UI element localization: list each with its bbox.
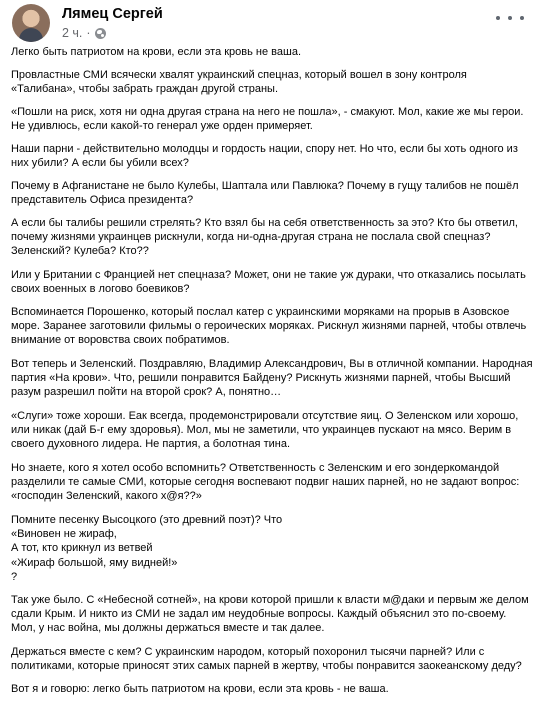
more-options-button[interactable] [496,8,524,28]
post-header [12,4,532,42]
post-paragraph: «Пошли на риск, хотя ни одна другая страна на него не пошла», - смакуют. Мол, какие же мы герои. Не удивлюсь, если какой-то генерал уже орден примеряет. [11,106,524,133]
post-paragraph: «Слуги» тоже хороши. Еак всегда, продемонстрировали отсутствие яиц. О Зеленском или хорошо, или никак (дай Б-г ему здоровья). Мол, мы не заметили, что украинцев пускают на мясо. Верим в своего духовного лидера. Не партия, а болотная тина. [11,410,519,451]
meta-separator: · [86,26,91,40]
more-dots-icon [496,16,500,20]
author-name[interactable]: Лямец Сергей [62,6,163,22]
post-paragraph: Наши парни - действительно молодцы и гордость нации, спору нет. Но что, если бы хоть одного из них убили? А если бы убили всех? [11,143,518,170]
post-paragraph: Вот теперь и Зеленский. Поздравляю, Владимир Александрович, Вы в отличной компании. Народная партия «На крови». Что, решили понравится Байдену? Рискнуть жизнями парней, чтобы Высший разум разрешил пойти на второй срок? А, понятно… [11,358,533,399]
avatar[interactable] [12,4,50,42]
post-paragraph: Вот я и говорю: легко быть патриотом на крови, если эта кровь - не ваша. [11,683,389,695]
more-dots-icon [520,16,524,20]
post-paragraph: Помните песенку Высоцкого (это древний поэт)? Что «Виновен не жираф, А тот, кто крикнул из ветвей «Жираф большой, яму видней!» ? [11,514,283,583]
post-time[interactable]: 2 ч. [62,26,83,40]
post-paragraph: Провластные СМИ всячески хвалят украинский спецназ, который вошел в зону контроля «Талибана», чтобы забрать граждан другой страны. [11,69,467,96]
post-paragraph: Так уже было. С «Небесной сотней», на крови которой пришли к власти м@даки и первым же делом сдали Крым. И никто из СМИ не задал им неудобные вопросы. Каждый объяснил это по-своему. Мол, у нас война, мы должны держаться вместе и так далее. [11,594,529,635]
post-paragraph: Почему в Афганистане не было Кулебы, Шаптала или Павлюка? Почему в гущу талибов не пошёл представитель Офиса президента? [11,180,519,207]
post-paragraph: Но знаете, кого я хотел особо вспомнить? Ответственность с Зеленским и его зондеркомандой разделили те самые СМИ, которые сегодня воспевают подвиг наших парней, но не задают вопрос: «господин Зеленский, какого х@я??» [11,462,520,503]
post-meta [62,26,106,40]
post-paragraph: Легко быть патриотом на крови, если эта кровь не ваша. [11,46,302,58]
post-paragraph: Держаться вместе с кем? С украинским народом, который похоронил тысячи парней? Или с политиками, которые приносят этих самых парней в жертву, чтобы понравится заокеанскому деду? [11,646,522,673]
globe-icon [95,28,106,39]
post-paragraph: А если бы талибы решили стрелять? Кто взял бы на себя ответственность за это? Кто бы ответил, почему жизнями украинцев рискнули, когда ни-одна-другая страна не послала свой спецназ? Зеленский? Кулеба? Кто?? [11,217,518,258]
post-paragraph: Или у Британии с Францией нет спецназа? Может, они не такие уж дураки, что отказались посылать своих военных в логово боевиков? [11,269,526,296]
more-dots-icon [508,16,512,20]
post-paragraph: Вспоминается Порошенко, который послал катер с украинскими моряками на прорыв в Азовское море. Заранее заготовили фильмы о героических моряках. Рискнул жизнями парней, чтобы отвлечь внимание от воровства своих побратимов. [11,306,527,347]
